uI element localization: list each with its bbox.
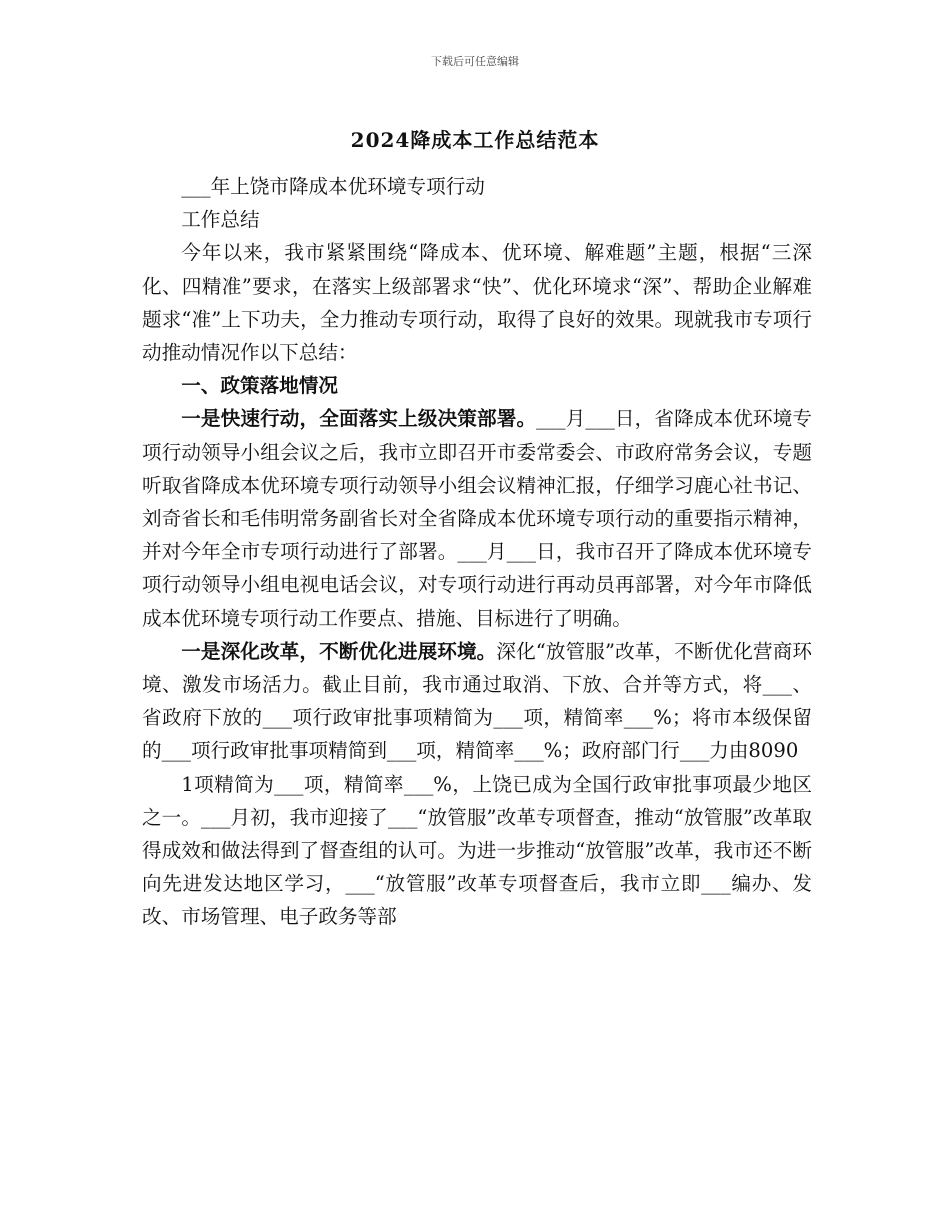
paragraph-continuation: 1项精简为___项，精简率___%，上饶已成为全国行政审批事项最少地区之一。___月初，我市迎接了___“放管服”改革专项督查，推动“放管服”改革取得成效和做法得到了督查组的认可。为进一步推动“放管服”改革，我市还不断向先进发达地区学习，___“放管服”改革专项督查后，我市立即___编办、发改、市场管理、电子政务等部 [142, 772, 812, 929]
paragraph-text: ___月___日，省降成本优环境专项行动领导小组会议之后，我市立即召开市委常委会、市政府常务会议，专题听取省降成本优环境专项行动领导小组会议精神汇报，仔细学习鹿心社书记、刘奇省长和毛伟明常务副省长对全省降成本优环境专项行动的重要指示精神，并对今年全市专项行动进行了部署。___月___日，我市召开了降成本优环境专项行动领导小组电视电话会议，对专项行动进行再动员再部署，对今年市降低成本优环境专项行动工作要点、措施、目标进行了明确。 [142, 407, 813, 630]
paragraph-lead: 一是快速行动，全面落实上级决策部署。 [181, 407, 537, 431]
header-note: 下载后可任意编辑 [431, 55, 519, 68]
paragraph-lead: 一是深化改革，不断优化进展环境。 [181, 639, 497, 663]
paragraph-policy-action [142, 402, 812, 634]
paragraph-text: 深化“放管服”改革，不断优化营商环境、激发市场活力。截止目前，我市通过取消、下放、合并等方式，将___、省政府下放的___项行政审批事项精简为___项，精简率___%；将市本级保留的___项行政审批事项精简到___项，精简率___%；政府部门行___力由8090 [142, 639, 812, 763]
document-body [142, 170, 812, 934]
intro-paragraph: 今年以来，我市紧紧围绕“降成本、优环境、解难题”主题，根据“三深化、四精准”要求，在落实上级部署求“快”、优化环境求“深”、帮助企业解难题求“准”上下功夫，全力推动专项行动，取得了良好的效果。现就我市专项行动推动情况作以下总结： [142, 241, 812, 365]
subtitle-line: ___年上饶市降成本优环境专项行动 [181, 175, 485, 198]
document-title: 2024降成本工作总结范本 [350, 128, 600, 152]
section-heading: 一、政策落地情况 [181, 374, 338, 398]
paragraph-reform [142, 635, 812, 768]
subtitle-line-2: 工作总结 [181, 208, 260, 232]
